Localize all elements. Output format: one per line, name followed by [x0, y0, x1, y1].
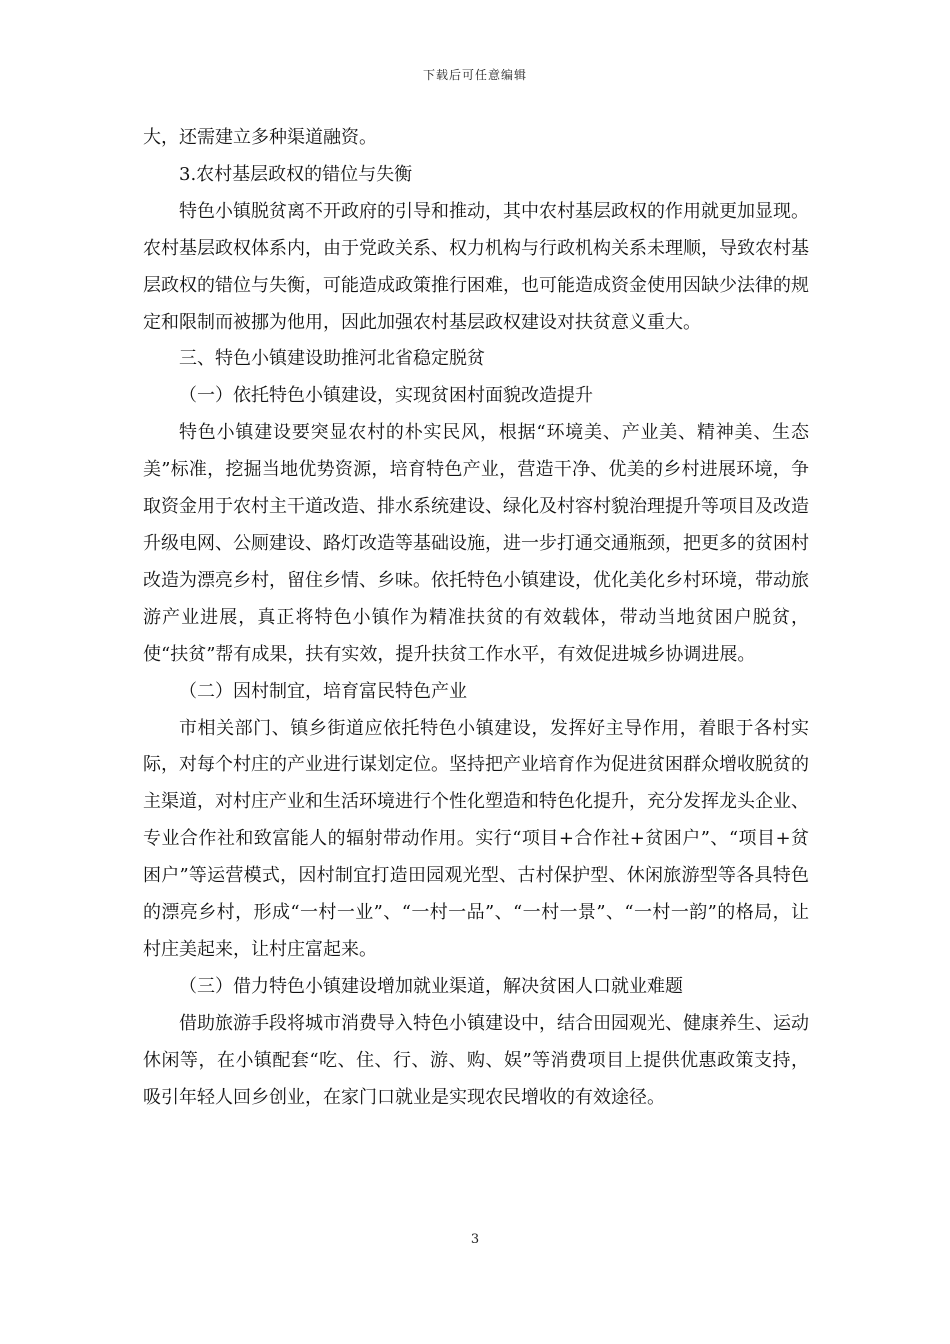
- paragraph: 市相关部门、镇乡街道应依托特色小镇建设，发挥好主导作用，着眼于各村实际，对每个村庄的产业进行谋划定位。坚持把产业培育作为促进贫困群众增收脱贫的主渠道，对村庄产业和生活环境进行个性化塑造和特色化提升，充分发挥龙头企业、专业合作社和致富能人的辐射带动作用。实行“项目+合作社+贫困户”、“项目+贫困户”等运营模式，因村制宜打造田园观光型、古村保护型、休闲旅游型等各具特色的漂亮乡村，形成“一村一业”、“一村一品”、“一村一景”、“一村一韵”的格局，让村庄美起来，让村庄富起来。: [143, 717, 809, 960]
- subsection-heading: （一）依托特色小镇建设，实现贫困村面貌改造提升: [179, 385, 593, 407]
- page-header: 下载后可任意编辑: [422, 68, 527, 82]
- page-number: 3: [470, 1232, 480, 1247]
- section-heading: 3.农村基层政权的错位与失衡: [179, 163, 413, 185]
- subsection-heading: （三）借力特色小镇建设增加就业渠道，解决贫困人口就业难题: [179, 975, 683, 997]
- document-body: [143, 120, 809, 1116]
- paragraph: 特色小镇脱贫离不开政府的引导和推动，其中农村基层政权的作用就更加显现。农村基层政权体系内，由于党政关系、权力机构与行政机构关系未理顺，导致农村基层政权的错位与失衡，可能造成政策推行困难，也可能造成资金使用因缺少法律的规定和限制而被挪为他用，因此加强农村基层政权建设对扶贫意义重大。: [143, 200, 809, 333]
- paragraph: 特色小镇建设要突显农村的朴实民风，根据“环境美、产业美、精神美、生态美”标准，挖掘当地优势资源，培育特色产业，营造干净、优美的乡村进展环境，争取资金用于农村主干道改造、排水系统建设、绿化及村容村貌治理提升等项目及改造升级电网、公厕建设、路灯改造等基础设施，进一步打通交通瓶颈，把更多的贫困村改造为漂亮乡村，留住乡情、乡味。依托特色小镇建设，优化美化乡村环境，带动旅游产业进展，真正将特色小镇作为精准扶贫的有效载体，带动当地贫困户脱贫，使“扶贫”帮有成果，扶有实效，提升扶贫工作水平，有效促进城乡协调进展。: [143, 422, 809, 665]
- section-heading: 三、特色小镇建设助推河北省稳定脱贫: [179, 348, 485, 370]
- paragraph: 借助旅游手段将城市消费导入特色小镇建设中，结合田园观光、健康养生、运动休闲等，在小镇配套“吃、住、行、游、购、娱”等消费项目上提供优惠政策支持，吸引年轻人回乡创业，在家门口就业是实现农民增收的有效途径。: [143, 1012, 809, 1108]
- subsection-heading: （二）因村制宜，培育富民特色产业: [179, 680, 467, 702]
- paragraph: 大，还需建立多种渠道融资。: [143, 127, 377, 148]
